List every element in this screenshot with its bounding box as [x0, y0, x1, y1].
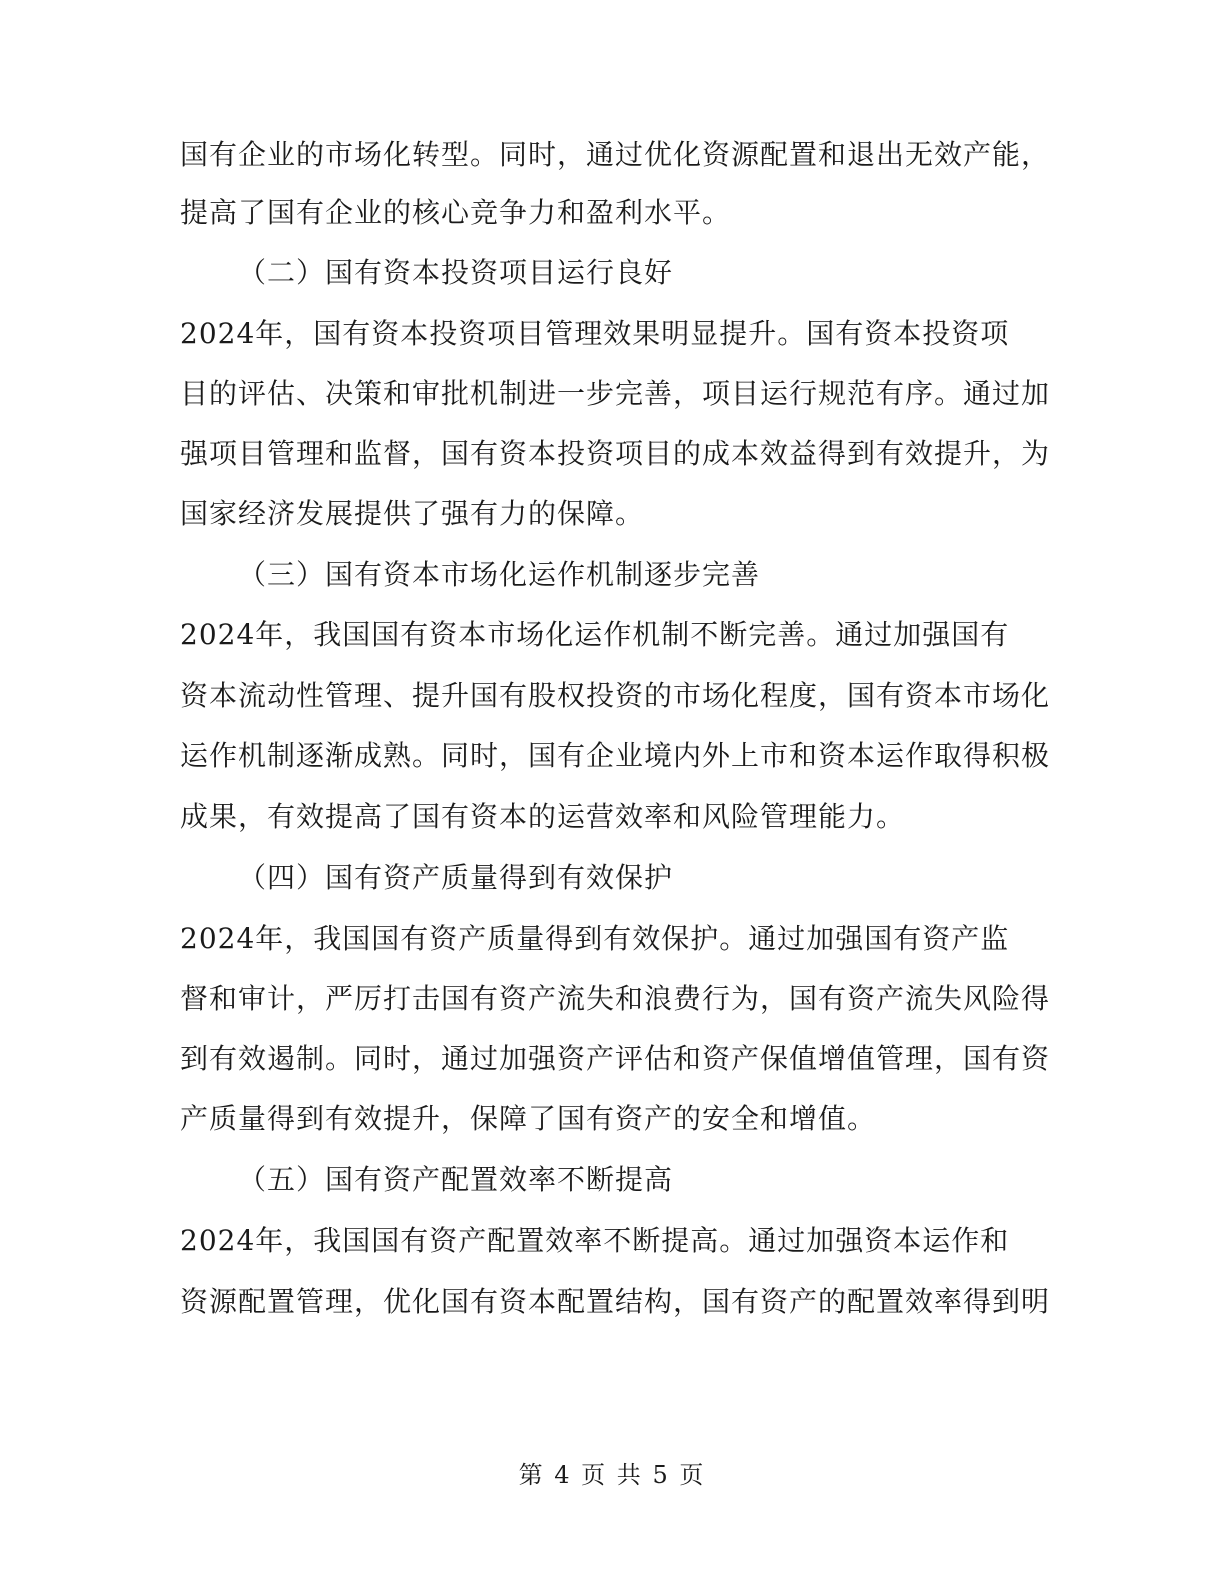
section-heading-3: （三）国有资本市场化运作机制逐步完善 [238, 558, 761, 591]
text-line: 资源配置管理，优化国有资本配置结构，国有资产的配置效率得到明 [180, 1285, 1051, 1318]
text-line: 强项目管理和监督，国有资本投资项目的成本效益得到有效提升，为 [180, 437, 1051, 470]
text-line: 督和审计，严厉打击国有资产流失和浪费行为，国有资产流失风险得 [180, 982, 1051, 1015]
text-line: 2024年，我国国有资产配置效率不断提高。通过加强资本运作和 [180, 1224, 1010, 1257]
text-line: 2024年，我国国有资本市场化运作机制不断完善。通过加强国有 [180, 618, 1010, 651]
text-line: 运作机制逐渐成熟。同时，国有企业境内外上市和资本运作取得积极 [180, 739, 1051, 772]
text-line: 2024年，国有资本投资项目管理效果明显提升。国有资本投资项 [180, 317, 1010, 350]
section-heading-5: （五）国有资产配置效率不断提高 [238, 1163, 674, 1196]
section-heading-4: （四）国有资产质量得到有效保护 [238, 861, 674, 894]
text-line: 国有企业的市场化转型。同时，通过优化资源配置和退出无效产能， [180, 138, 1051, 171]
text-line: 提高了国有企业的核心竞争力和盈利水平。 [180, 196, 732, 229]
text-line: 国家经济发展提供了强有力的保障。 [180, 497, 645, 530]
text-line: 目的评估、决策和审批机制进一步完善，项目运行规范有序。通过加 [180, 377, 1051, 410]
text-line: 成果，有效提高了国有资本的运营效率和风险管理能力。 [180, 800, 906, 833]
section-heading-2: （二）国有资本投资项目运行良好 [238, 256, 674, 289]
text-line: 产质量得到有效提升，保障了国有资产的安全和增值。 [180, 1102, 877, 1135]
text-line: 资本流动性管理、提升国有股权投资的市场化程度，国有资本市场化 [180, 679, 1051, 712]
text-line: 2024年，我国国有资产质量得到有效保护。通过加强国有资产监 [180, 922, 1010, 955]
page-number-footer: 第 4 页 共 5 页 [518, 1461, 706, 1489]
text-line: 到有效遏制。同时，通过加强资产评估和资产保值增值管理，国有资 [180, 1042, 1051, 1075]
